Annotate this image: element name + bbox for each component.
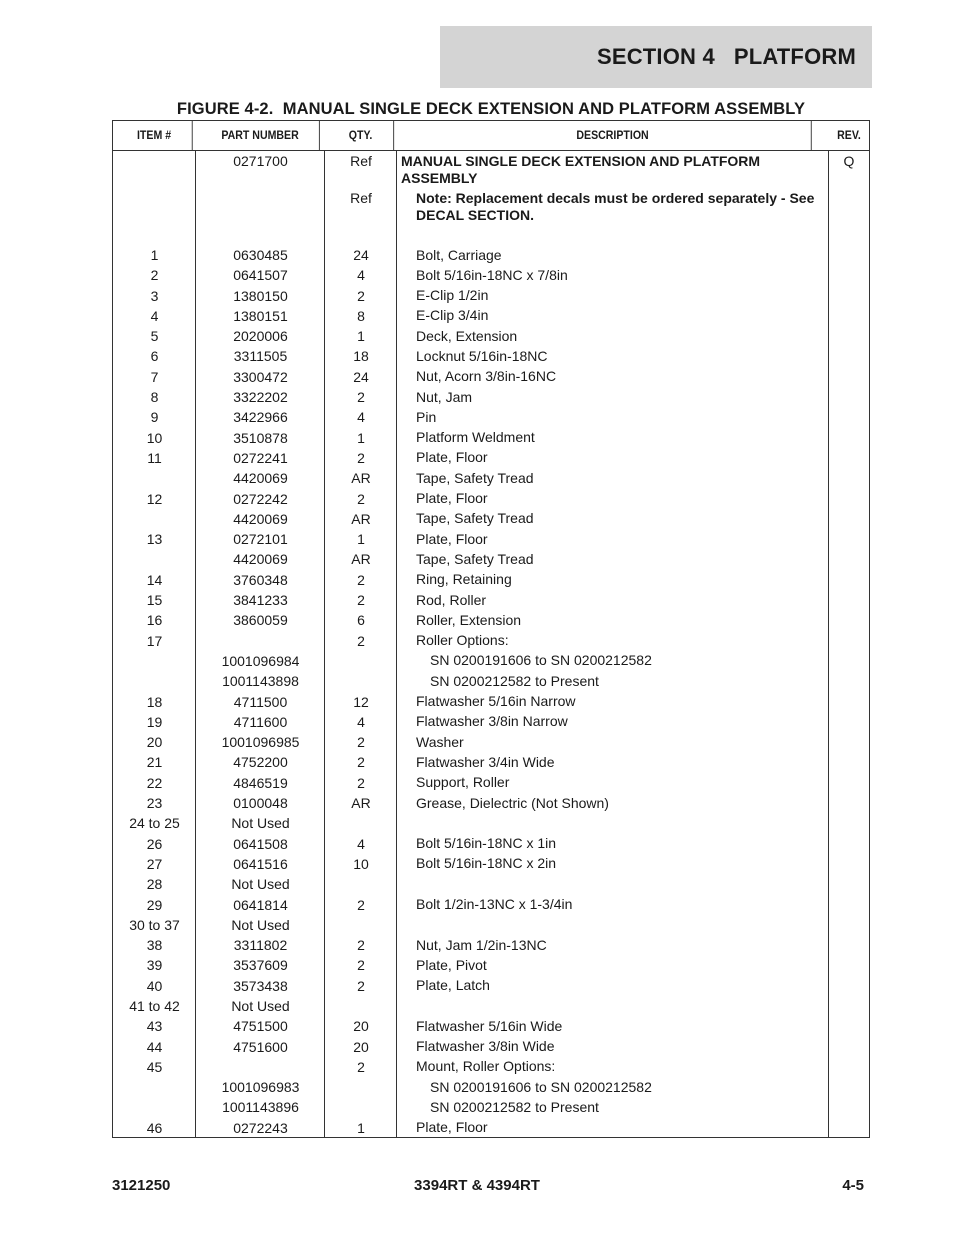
rev-cell (829, 549, 869, 569)
table-row (113, 188, 869, 225)
rev-cell (829, 188, 869, 225)
qty-cell: 2 (357, 896, 365, 913)
qty-cell: 1 (357, 328, 365, 345)
qty-cell: 4 (357, 713, 365, 730)
rev-cell (829, 367, 869, 387)
qty-cell: AR (351, 510, 371, 527)
section-title: SECTION 4 PLATFORM (596, 44, 856, 69)
qty-cell: 20 (353, 1018, 369, 1035)
part-number-cell: 4420069 (233, 470, 288, 487)
rev-cell (829, 245, 869, 265)
part-number-cell: 3311802 (233, 937, 288, 954)
part-number-cell: 0272242 (233, 490, 288, 507)
part-number-cell: 4711600 (233, 713, 288, 730)
rev-cell (829, 1037, 869, 1057)
table-row (113, 387, 869, 407)
qty-cell: 2 (357, 592, 365, 609)
rev-cell (829, 448, 869, 468)
header-qty: QTY. (328, 121, 394, 150)
rev-cell (829, 509, 869, 529)
qty-cell: 2 (357, 774, 365, 791)
header-rev: REV. (837, 129, 861, 142)
rev-cell (829, 326, 869, 346)
table-row (113, 712, 869, 732)
qty-cell: 10 (353, 855, 369, 872)
qty-cell: 1 (357, 531, 365, 548)
part-number-cell: 4751500 (233, 1018, 288, 1035)
description-cell: Flatwasher 3/8in Wide (416, 1038, 555, 1055)
rev-cell (829, 407, 869, 427)
qty-cell (325, 651, 397, 671)
part-number-cell: 1001096984 (221, 652, 300, 669)
table-row (113, 407, 869, 427)
rev-cell (829, 976, 869, 996)
qty-cell: 6 (357, 612, 365, 629)
item-number-cell: 38 (146, 937, 163, 954)
table-row (113, 692, 869, 712)
part-number-cell: Not Used (231, 916, 290, 933)
rev-cell (829, 874, 869, 894)
qty-cell: 20 (353, 1038, 369, 1055)
table-row (113, 590, 869, 610)
description-cell: Bolt, Carriage (416, 246, 502, 263)
table-row (113, 793, 869, 813)
description-cell: Flatwasher 3/8in Narrow (416, 713, 568, 730)
description-cell: Plate, Pivot (416, 956, 487, 973)
rev-cell (829, 1118, 869, 1138)
table-header (113, 121, 869, 151)
part-number-cell: 0271700 (233, 152, 288, 169)
qty-cell: AR (351, 551, 371, 568)
table-row (113, 549, 869, 569)
rev-cell (829, 692, 869, 712)
part-number-cell: 3573438 (233, 977, 288, 994)
part-number-cell: 4752200 (233, 754, 288, 771)
description-cell: SN 0200212582 to Present (430, 672, 599, 689)
rev-cell (829, 854, 869, 874)
qty-cell: 2 (357, 957, 365, 974)
rev-cell (829, 651, 869, 671)
table-row (113, 1097, 869, 1117)
rev-cell (829, 732, 869, 752)
table-row (113, 935, 869, 955)
table-row (113, 306, 869, 326)
column-divider (828, 151, 829, 1137)
part-number-cell: 3311505 (233, 348, 288, 365)
qty-cell (325, 1077, 397, 1097)
item-number-cell: 29 (146, 896, 163, 913)
description-cell: Plate, Floor (416, 530, 488, 547)
item-number-cell: 45 (146, 1058, 163, 1075)
part-number-cell: 0641507 (233, 267, 288, 284)
table-row (113, 529, 869, 549)
qty-cell: 2 (357, 571, 365, 588)
table-row (113, 1016, 869, 1036)
item-number-cell (113, 151, 196, 188)
table-row (113, 631, 869, 651)
rev-cell (829, 773, 869, 793)
qty-cell: 4 (357, 835, 365, 852)
table-row (113, 915, 869, 935)
item-number-cell: 44 (146, 1038, 163, 1055)
part-number-cell: 0272243 (233, 1119, 288, 1136)
part-number-cell: 3537609 (233, 957, 288, 974)
description-cell: Plate, Floor (416, 490, 488, 507)
part-number-cell: 4751600 (233, 1038, 288, 1055)
table-row (113, 286, 869, 306)
qty-cell: 4 (357, 409, 365, 426)
description-cell: Washer (416, 733, 464, 750)
rev-cell (829, 468, 869, 488)
description-cell: Platform Weldment (416, 429, 535, 446)
part-number-cell (196, 188, 325, 225)
rev-cell (829, 286, 869, 306)
part-number-cell: 0272101 (233, 531, 288, 548)
part-number-cell: 1001143896 (222, 1099, 299, 1116)
item-number-cell (113, 1097, 196, 1117)
rev-cell (829, 590, 869, 610)
header-part-number: PART NUMBER (201, 121, 320, 150)
qty-cell: 8 (357, 307, 365, 324)
part-number-cell: 4711500 (233, 693, 288, 710)
description-cell: Tape, Safety Tread (416, 469, 534, 486)
part-number-cell: 3760348 (233, 571, 288, 588)
qty-cell (325, 874, 397, 894)
description-cell: Tape, Safety Tread (416, 510, 534, 527)
description-cell: SN 0200191606 to SN 0200212582 (430, 652, 652, 669)
item-number-cell: 22 (146, 774, 163, 791)
qty-cell: 2 (357, 632, 365, 649)
item-number-cell: 4 (150, 307, 159, 324)
qty-cell: 2 (357, 1058, 365, 1075)
rev-cell (829, 935, 869, 955)
item-number-cell (113, 509, 196, 529)
table-row (113, 1118, 869, 1138)
description-cell: Support, Roller (416, 774, 510, 791)
item-number-cell (113, 549, 196, 569)
table-row (113, 895, 869, 915)
description-cell: Nut, Jam (416, 388, 473, 405)
table-row (113, 346, 869, 366)
table-row (113, 265, 869, 285)
table-row (113, 428, 869, 448)
rev-cell (829, 915, 869, 935)
table-row (113, 1037, 869, 1057)
description-cell: MANUAL SINGLE DECK EXTENSION AND PLATFORM ASSEMBLY (401, 152, 761, 186)
item-number-cell: 9 (150, 409, 159, 426)
table-row (113, 874, 869, 894)
description-cell: Roller, Extension (416, 611, 522, 628)
table-row (113, 813, 869, 833)
qty-cell: 4 (357, 267, 365, 284)
item-number-cell: 3 (150, 287, 159, 304)
item-number-cell: 19 (146, 713, 163, 730)
table-row (113, 245, 869, 265)
rev-cell (829, 265, 869, 285)
part-number-cell: 1001096983 (221, 1079, 300, 1096)
qty-cell: Ref (350, 189, 372, 206)
table-row (113, 732, 869, 752)
figure-title: FIGURE 4-2. MANUAL SINGLE DECK EXTENSION AND PLATFORM ASSEMBLY (176, 100, 806, 118)
item-number-cell: 2 (150, 267, 159, 284)
rev-cell (829, 387, 869, 407)
item-number-cell: 7 (150, 368, 159, 385)
qty-cell: 12 (353, 693, 369, 710)
description-cell: Flatwasher 5/16in Narrow (416, 693, 576, 710)
table-row (113, 834, 869, 854)
rev-cell (829, 752, 869, 772)
description-cell (397, 813, 829, 833)
item-number-cell: 8 (150, 389, 159, 406)
rev-cell: Q (843, 152, 855, 169)
table-row (113, 570, 869, 590)
table-row (113, 448, 869, 468)
part-number-cell: 1001096985 (221, 734, 300, 751)
table-row (113, 1077, 869, 1097)
description-cell: Bolt 5/16in-18NC x 1in (416, 835, 557, 852)
item-number-cell: 10 (146, 429, 163, 446)
table-row (113, 610, 869, 630)
rev-cell (829, 1097, 869, 1117)
table-row (113, 489, 869, 509)
rev-cell (829, 489, 869, 509)
part-number-cell: 3841233 (233, 592, 288, 609)
description-cell: SN 0200212582 to Present (430, 1098, 599, 1115)
item-number-cell: 26 (146, 835, 163, 852)
footer-doc-number: 3121250 (112, 1177, 171, 1194)
part-number-cell: 0641508 (233, 835, 288, 852)
qty-cell: 2 (357, 389, 365, 406)
table-row (113, 367, 869, 387)
description-cell (397, 874, 829, 894)
item-number-cell: 15 (146, 592, 163, 609)
description-cell: Roller Options: (416, 632, 509, 649)
part-number-cell: Not Used (231, 815, 290, 832)
part-number-cell: 1380151 (233, 307, 288, 324)
rev-cell (829, 1077, 869, 1097)
part-number-cell: 3322202 (233, 389, 288, 406)
item-number-cell: 46 (146, 1119, 163, 1136)
description-cell: Bolt 5/16in-18NC x 2in (416, 855, 557, 872)
qty-cell (325, 671, 397, 691)
part-number-cell: 3860059 (233, 612, 288, 629)
table-row (113, 671, 869, 691)
table-row (113, 509, 869, 529)
column-divider (324, 151, 325, 1137)
footer-model: 3394RT & 4394RT (414, 1177, 540, 1194)
qty-cell: 1 (357, 429, 365, 446)
part-number-cell: 4420069 (233, 551, 288, 568)
footer-page-number: 4-5 (842, 1177, 864, 1194)
description-cell: Note: Replacement decals must be ordered separately - See DECAL SECTION. (416, 189, 815, 223)
item-number-cell: 11 (147, 449, 162, 466)
item-number-cell: 40 (146, 977, 163, 994)
part-number-cell (196, 631, 325, 651)
qty-cell: 2 (357, 490, 365, 507)
item-number-cell: 30 to 37 (129, 916, 180, 933)
description-cell: Pin (416, 408, 437, 425)
table-row (113, 326, 869, 346)
description-cell: Plate, Floor (416, 449, 488, 466)
description-cell: Bolt 1/2in-13NC x 1-3/4in (416, 896, 573, 912)
section-header (440, 26, 872, 88)
table-row (113, 976, 869, 996)
rev-cell (829, 1016, 869, 1036)
part-number-cell: 3300472 (233, 368, 288, 385)
table-row (113, 468, 869, 488)
description-cell: E-Clip 3/4in (416, 307, 489, 324)
table-row (113, 151, 869, 188)
part-number-cell: 3422966 (233, 409, 288, 426)
qty-cell: Ref (350, 152, 372, 169)
item-number-cell: 41 to 42 (129, 997, 180, 1014)
rev-cell (829, 306, 869, 326)
description-cell: SN 0200191606 to SN 0200212582 (430, 1078, 652, 1095)
part-number-cell: Not Used (231, 997, 290, 1014)
qty-cell (325, 915, 397, 935)
qty-cell (325, 996, 397, 1016)
part-number-cell (196, 1057, 325, 1077)
item-number-cell: 5 (150, 328, 159, 345)
item-number-cell: 16 (146, 612, 163, 629)
column-divider (396, 151, 397, 1137)
qty-cell (325, 813, 397, 833)
column-divider (195, 151, 196, 1137)
rev-cell (829, 955, 869, 975)
table-row (113, 996, 869, 1016)
rev-cell (829, 529, 869, 549)
part-number-cell: 3510878 (233, 429, 288, 446)
qty-cell: 24 (353, 368, 369, 385)
rev-cell (829, 996, 869, 1016)
item-number-cell (113, 468, 196, 488)
header-item: ITEM # (116, 121, 192, 150)
item-number-cell: 6 (150, 348, 159, 365)
part-number-cell: 4846519 (233, 774, 288, 791)
table-body (113, 151, 869, 1137)
description-cell: Nut, Acorn 3/8in-16NC (416, 368, 557, 385)
rev-cell (829, 428, 869, 448)
rev-cell (829, 570, 869, 590)
item-number-cell (113, 188, 196, 225)
table-row (113, 752, 869, 772)
description-cell: Rod, Roller (416, 591, 487, 608)
parts-table (112, 120, 870, 1138)
description-cell: Plate, Floor (416, 1119, 488, 1136)
part-number-cell: 0100048 (233, 795, 288, 812)
description-cell: Flatwasher 5/16in Wide (416, 1017, 563, 1034)
part-number-cell: 0641814 (233, 896, 288, 913)
part-number-cell: 2020006 (233, 328, 288, 345)
description-cell: Mount, Roller Options: (416, 1058, 556, 1075)
table-row (113, 955, 869, 975)
description-cell: Deck, Extension (416, 327, 518, 344)
description-cell: Tape, Safety Tread (416, 550, 534, 567)
description-cell: Flatwasher 3/4in Wide (416, 753, 555, 770)
qty-cell: AR (351, 470, 371, 487)
item-number-cell: 1 (150, 247, 159, 263)
rev-cell (829, 712, 869, 732)
part-number-cell: Not Used (231, 876, 290, 893)
table-row (113, 651, 869, 671)
description-cell: Nut, Jam 1/2in-13NC (416, 936, 547, 953)
description-cell (397, 996, 829, 1016)
description-cell: Ring, Retaining (416, 571, 512, 588)
qty-cell: 2 (357, 937, 365, 954)
item-number-cell: 13 (146, 531, 163, 548)
rev-cell (829, 895, 869, 915)
qty-cell: 2 (357, 754, 365, 771)
item-number-cell: 39 (146, 957, 163, 974)
item-number-cell: 27 (146, 855, 163, 872)
table-row (113, 854, 869, 874)
item-number-cell: 20 (146, 734, 163, 751)
item-number-cell: 28 (146, 876, 163, 893)
item-number-cell: 43 (146, 1018, 163, 1035)
part-number-cell: 0630485 (233, 247, 288, 263)
description-cell (397, 915, 829, 935)
rev-cell (829, 1057, 869, 1077)
qty-cell: 24 (353, 247, 369, 263)
qty-cell: 2 (357, 977, 365, 994)
rev-cell (829, 631, 869, 651)
item-number-cell: 12 (146, 490, 163, 507)
item-number-cell (113, 651, 196, 671)
part-number-cell: 0641516 (233, 855, 288, 872)
part-number-cell: 1001143898 (222, 673, 299, 690)
part-number-cell: 0272241 (233, 449, 288, 466)
item-number-cell: 14 (146, 571, 163, 588)
description-cell: Bolt 5/16in-18NC x 7/8in (416, 266, 568, 283)
header-description: DESCRIPTION (414, 121, 811, 150)
item-number-cell: 21 (146, 754, 163, 771)
table-row (113, 1057, 869, 1077)
qty-cell: 2 (357, 449, 365, 466)
description-cell: Locknut 5/16in-18NC (416, 347, 548, 364)
part-number-cell: 4420069 (233, 510, 288, 527)
item-number-cell: 24 to 25 (129, 815, 180, 832)
qty-cell: AR (351, 795, 371, 812)
item-number-cell: 17 (146, 632, 163, 649)
rev-cell (829, 610, 869, 630)
item-number-cell (113, 671, 196, 691)
qty-cell: 1 (357, 1119, 365, 1136)
rev-cell (829, 671, 869, 691)
qty-cell: 18 (353, 348, 369, 365)
table-row (113, 773, 869, 793)
description-cell: Plate, Latch (416, 977, 490, 994)
qty-cell (325, 1097, 397, 1117)
qty-cell: 2 (357, 734, 365, 751)
description-cell: Grease, Dielectric (Not Shown) (416, 794, 609, 811)
part-number-cell: 1380150 (233, 287, 288, 304)
rev-cell (829, 834, 869, 854)
item-number-cell: 18 (146, 693, 163, 710)
item-number-cell: 23 (146, 795, 163, 812)
qty-cell: 2 (357, 287, 365, 304)
item-number-cell (113, 1077, 196, 1097)
rev-cell (829, 793, 869, 813)
row-spacer (113, 225, 869, 245)
description-cell: E-Clip 1/2in (416, 287, 489, 304)
rev-cell (829, 346, 869, 366)
rev-cell (829, 813, 869, 833)
